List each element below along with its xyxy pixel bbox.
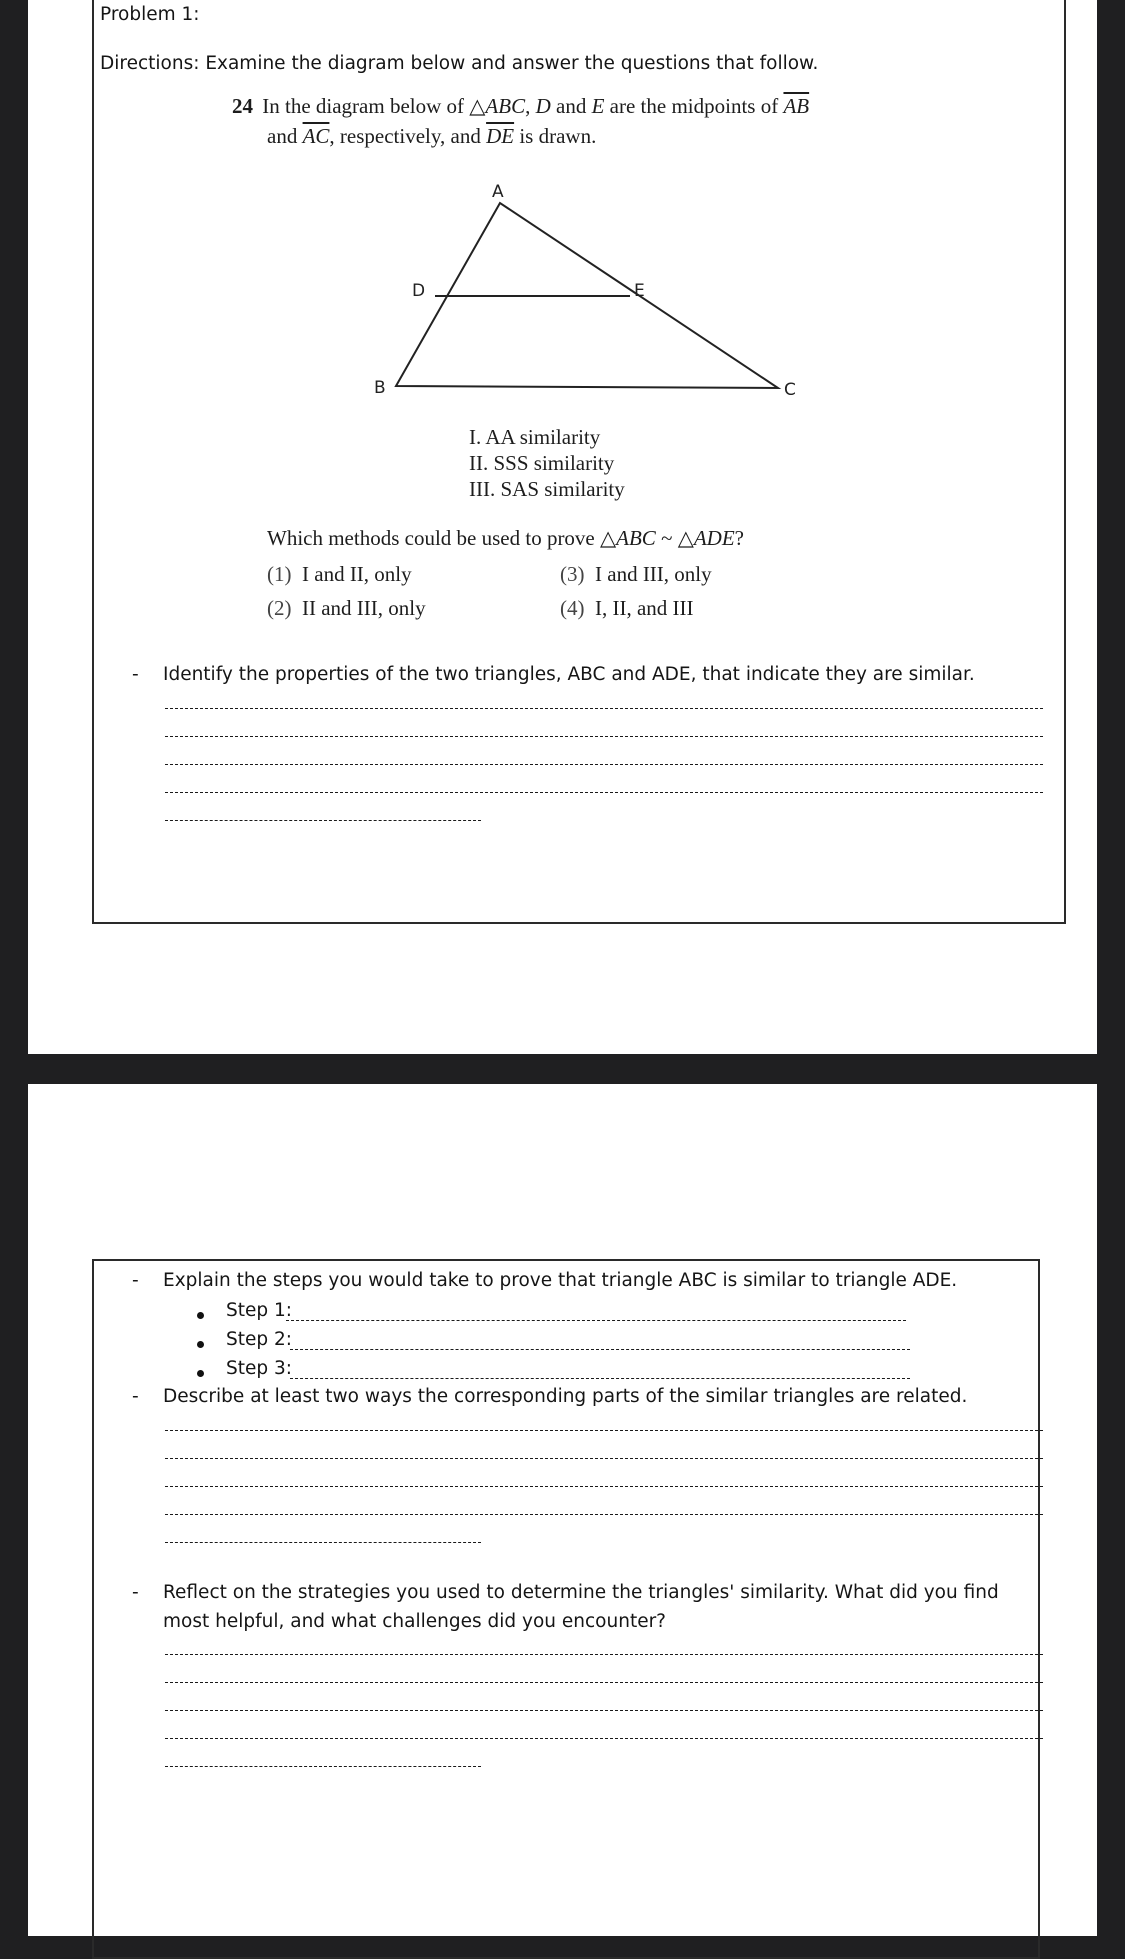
step-3-label: Step 3: — [226, 1358, 293, 1379]
question-text-e: and — [267, 124, 303, 148]
question-text-d: are the midpoints of — [604, 94, 784, 118]
question-text-a: In the diagram below of △ — [262, 94, 486, 118]
choice-3 — [560, 562, 712, 587]
directions-text: Directions: Examine the diagram below and answer the questions that follow. — [100, 53, 819, 74]
methods-prompt — [267, 526, 744, 551]
choice-4-text: I, II, and III — [595, 596, 694, 620]
choice-1-text: I and II, only — [302, 562, 412, 586]
answer-line[interactable] — [165, 1514, 1043, 1515]
step-bullet-icon — [197, 1312, 204, 1319]
choice-3-text: I and III, only — [595, 562, 712, 586]
prompt-text-b: ~ △ — [655, 526, 694, 550]
question-text-g: is drawn. — [514, 124, 597, 148]
label-a: A — [492, 182, 504, 202]
reflect-prompt-line-1: Reflect on the strategies you used to determine the triangles' similarity. What did you find — [163, 1582, 999, 1603]
answer-line[interactable] — [165, 1542, 481, 1543]
answer-line[interactable] — [165, 764, 1043, 765]
describe-prompt: Describe at least two ways the corresponding parts of the similar triangles are related. — [163, 1386, 968, 1407]
worksheet-page-1 — [28, 0, 1097, 1054]
answer-line[interactable] — [165, 1738, 1043, 1739]
question-line-2 — [267, 124, 596, 149]
answer-line[interactable] — [165, 1766, 481, 1767]
prompt-triangle-ade: ADE — [693, 526, 735, 550]
dash-bullet: - — [132, 1386, 139, 1407]
choice-4-number: (4) — [560, 596, 585, 620]
question-text-c: and — [550, 94, 592, 118]
answer-line[interactable] — [165, 792, 1043, 793]
method-3: III. SAS similarity — [469, 477, 625, 501]
label-e: E — [634, 281, 645, 301]
reflect-prompt-line-2: most helpful, and what challenges did you encounter? — [163, 1611, 667, 1632]
choice-1 — [267, 562, 412, 587]
choice-2-number: (2) — [267, 596, 292, 620]
question-number: 24 — [232, 94, 253, 118]
prompt-triangle-abc: ABC — [616, 526, 656, 550]
question-text-b: , — [525, 94, 536, 118]
answer-line[interactable] — [165, 1654, 1043, 1655]
step-2-label: Step 2: — [226, 1329, 293, 1350]
answer-line[interactable] — [165, 820, 481, 821]
step-bullet-icon — [197, 1370, 204, 1377]
question-text-f: , respectively, and — [329, 124, 487, 148]
step-1-line[interactable] — [286, 1320, 906, 1321]
triangle-diagram — [348, 178, 818, 403]
worksheet-page-2 — [28, 1084, 1097, 1936]
answer-line[interactable] — [165, 708, 1043, 709]
question-line-1 — [232, 94, 809, 119]
choice-3-number: (3) — [560, 562, 585, 586]
choice-4 — [560, 596, 694, 621]
explain-prompt: Explain the steps you would take to prove that triangle ABC is similar to triangle ADE. — [163, 1270, 958, 1291]
answer-line[interactable] — [165, 1682, 1043, 1683]
problem-heading: Problem 1: — [100, 4, 200, 25]
step-1-label: Step 1: — [226, 1300, 293, 1321]
step-bullet-icon — [197, 1341, 204, 1348]
method-1: I. AA similarity — [469, 425, 601, 449]
answer-line[interactable] — [165, 1486, 1043, 1487]
step-2-line[interactable] — [290, 1349, 910, 1350]
label-c: C — [784, 380, 796, 400]
label-d: D — [412, 281, 426, 301]
prompt-text-a: Which methods could be used to prove △ — [267, 526, 617, 550]
prompt-text-c: ? — [734, 526, 744, 550]
segment-ac: $\overline{AC}$ — [302, 124, 330, 148]
dash-bullet: - — [132, 1270, 139, 1291]
answer-line[interactable] — [165, 1710, 1043, 1711]
answer-line[interactable] — [165, 1430, 1043, 1431]
triangle-abc: ABC — [485, 94, 526, 118]
dash-bullet: - — [132, 664, 139, 685]
answer-line[interactable] — [165, 736, 1043, 737]
point-e-text: E — [591, 94, 605, 118]
segment-de: $\overline{DE}$ — [486, 124, 515, 148]
dash-bullet: - — [132, 1582, 139, 1603]
identify-prompt: Identify the properties of the two triangles, ABC and ADE, that indicate they are similar. — [163, 664, 975, 685]
choice-2 — [267, 596, 426, 621]
answer-line[interactable] — [165, 1458, 1043, 1459]
label-b: B — [374, 378, 386, 398]
step-3-line[interactable] — [290, 1378, 910, 1379]
choice-1-number: (1) — [267, 562, 292, 586]
method-2: II. SSS similarity — [469, 451, 615, 475]
point-d-text: D — [535, 94, 551, 118]
choice-2-text: II and III, only — [302, 596, 426, 620]
segment-ab: $\overline{AB}$ — [783, 94, 810, 118]
